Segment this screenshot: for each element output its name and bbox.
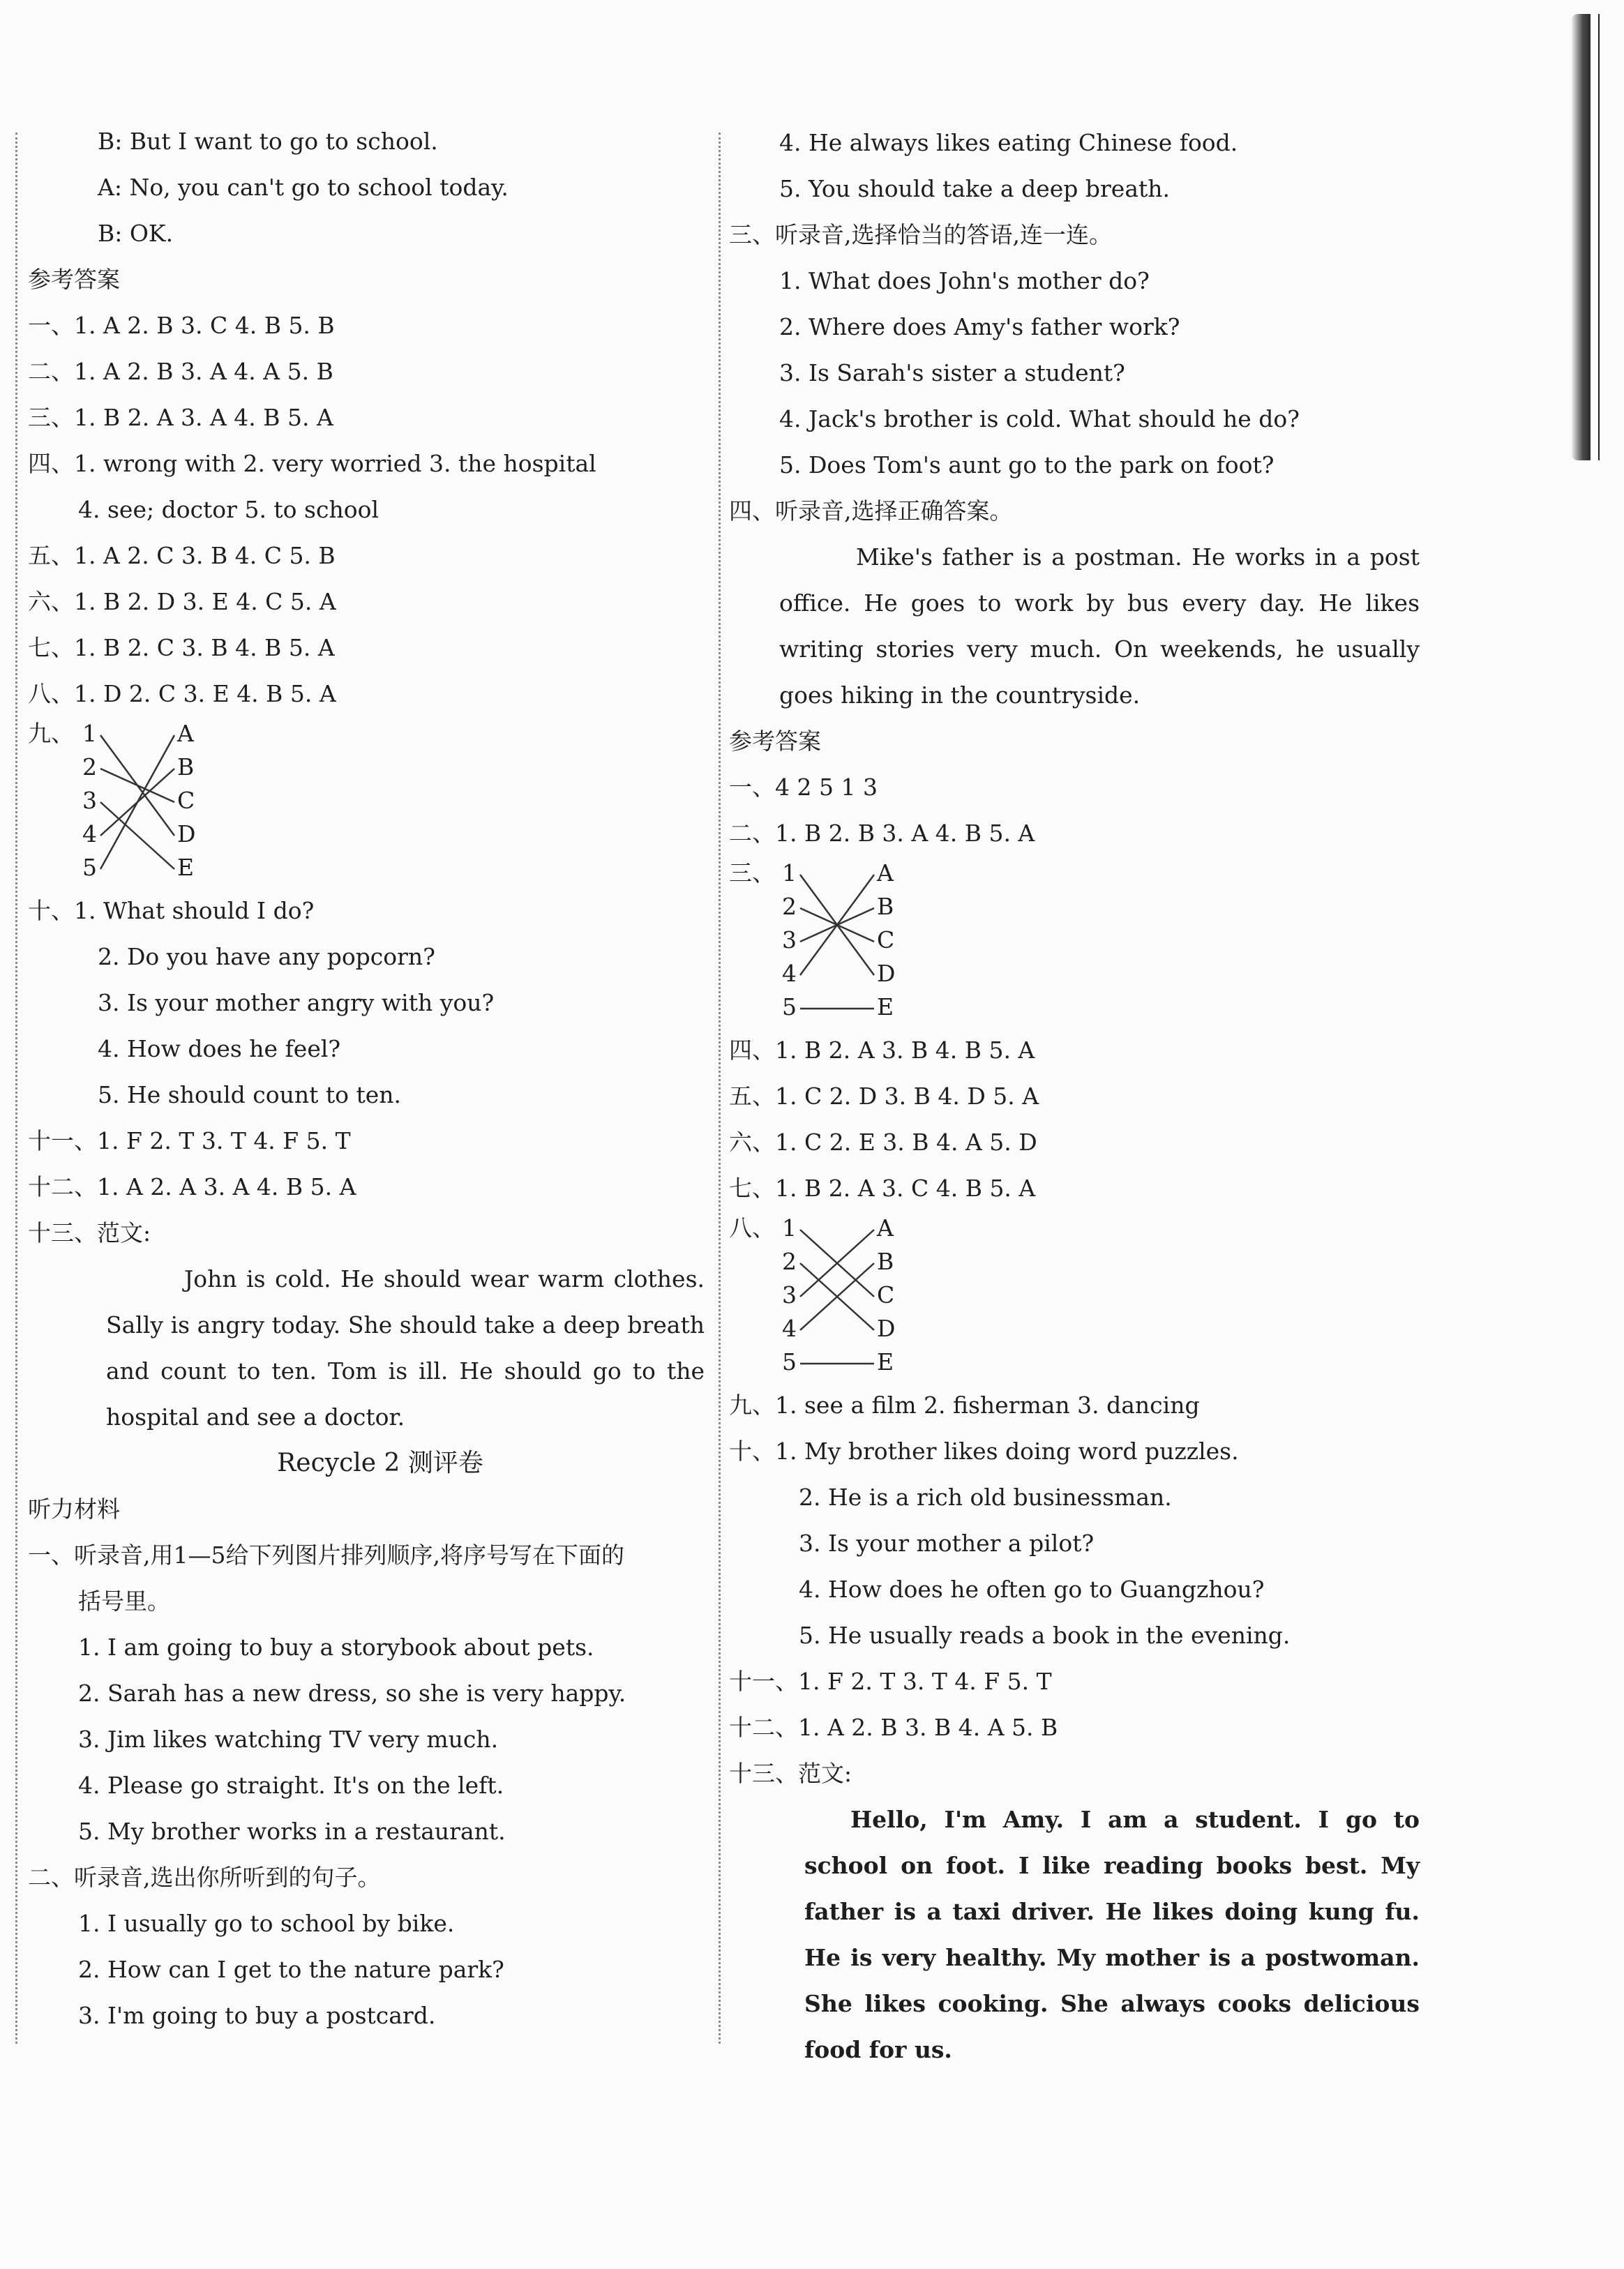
section-ten-first [28, 888, 705, 934]
answer-line: 三、1. B 2. A 3. A 4. B 5. A [28, 404, 333, 431]
dialog-line: B: OK. [98, 220, 174, 247]
listening-item: 3. Is Sarah's sister a student? [779, 359, 1125, 386]
match-number: 1 [82, 720, 97, 747]
sentence: 3. Is your mother angry with you? [98, 989, 495, 1016]
match-line [100, 735, 174, 869]
match-number: 3 [782, 926, 797, 953]
answer-line: 九、1. see a film 2. fisherman 3. dancing [729, 1392, 1200, 1419]
sentence: 5. He usually reads a book in the evening. [799, 1622, 1291, 1649]
dialog-line: B: But I want to go to school. [98, 128, 438, 155]
page-edge-line [1598, 14, 1600, 460]
answer-line: 二、1. A 2. B 3. A 4. A 5. B [28, 358, 333, 385]
listening-item: 5. You should take a deep breath. [779, 175, 1171, 202]
instruction: 四、听录音,选择正确答案。 [729, 497, 1013, 525]
match-letter: C [177, 787, 195, 814]
match-number: 5 [782, 993, 797, 1020]
section-prefix: 十三、范文: [28, 1219, 151, 1246]
section-prefix: 十、 [729, 1438, 775, 1465]
instruction: 三、听录音,选择恰当的答语,连一连。 [729, 221, 1112, 248]
matching-diagram-8 [729, 1212, 1420, 1382]
listening-item: 1. I usually go to school by bike. [78, 1910, 455, 1937]
section-prefix: 十、 [28, 897, 74, 924]
section-ten-first [729, 1429, 1420, 1475]
answer-line: 十一、1. F 2. T 3. T 4. F 5. T [28, 1127, 351, 1154]
listening-item: 3. Jim likes watching TV very much. [78, 1726, 499, 1753]
listening-item: 2. How can I get to the nature park? [78, 1956, 504, 1983]
right-column [729, 120, 1420, 2073]
sentence: 4. How does he often go to Guangzhou? [799, 1576, 1265, 1603]
recycle-title: Recycle 2 测评卷 [277, 1449, 483, 1477]
answer-line: 六、1. B 2. D 3. E 4. C 5. A [28, 588, 336, 615]
column-divider [719, 133, 721, 2044]
listening-item: 3. I'm going to buy a postcard. [78, 2002, 436, 2029]
answer-line: 4. see; doctor 5. to school [78, 496, 379, 523]
match-number: 1 [782, 1214, 797, 1242]
match-number: 3 [82, 787, 97, 814]
answer-line: 二、1. B 2. B 3. A 4. B 5. A [729, 820, 1035, 847]
answer-line: 六、1. C 2. E 3. B 4. A 5. D [729, 1129, 1037, 1156]
match-letter: B [877, 893, 894, 920]
listening-item: 4. He always likes eating Chinese food. [779, 129, 1238, 156]
listening-passage: Mike's father is a postman. He works in a post office. He goes to work by bus every day. He likes writing stories very much. On weekends, he usually goes hiking in the countryside. [779, 543, 1420, 709]
match-letter: E [877, 1348, 894, 1375]
answer-line: 十二、1. A 2. A 3. A 4. B 5. A [28, 1173, 356, 1200]
section-prefix: 十三、范文: [729, 1760, 852, 1787]
match-lines [28, 717, 209, 888]
sentence: 2. He is a rich old businessman. [799, 1484, 1172, 1511]
match-letter: A [177, 720, 194, 747]
answers-heading: 参考答案 [729, 728, 821, 755]
answers-heading: 参考答案 [28, 266, 120, 293]
match-letter: E [877, 993, 894, 1020]
match-letter: B [877, 1248, 894, 1275]
match-prefix: 九、 [28, 720, 74, 747]
answer-line: 七、1. B 2. C 3. B 4. B 5. A [28, 634, 335, 661]
answer-line: 七、1. B 2. A 3. C 4. B 5. A [729, 1175, 1036, 1202]
instruction: 二、听录音,选出你所听到的句子。 [28, 1864, 381, 1891]
answer-line: 一、1. A 2. B 3. C 4. B 5. B [28, 312, 335, 339]
answer-line: 十二、1. A 2. B 3. B 4. A 5. B [729, 1714, 1058, 1741]
match-number: 5 [82, 854, 97, 881]
match-number: 2 [782, 893, 797, 920]
match-number: 2 [782, 1248, 797, 1275]
listening-item: 2. Where does Amy's father work? [779, 313, 1180, 340]
match-prefix: 三、 [729, 859, 775, 887]
match-number: 4 [782, 1315, 797, 1342]
answer-line: 四、1. wrong with 2. very worried 3. the hospital [28, 450, 596, 477]
listening-item: 1. I am going to buy a storybook about pets. [78, 1634, 594, 1661]
instruction: 一、听录音,用1—5给下列图片排列顺序,将序号写在下面的 [28, 1541, 624, 1569]
match-number: 4 [82, 820, 97, 847]
match-lines [729, 857, 910, 1027]
answer-line: 八、1. D 2. C 3. E 4. B 5. A [28, 680, 336, 707]
match-number: 4 [782, 960, 797, 987]
answer-line: 一、4 2 5 1 3 [729, 774, 878, 801]
match-letter: A [877, 859, 894, 887]
sentence: 5. He should count to ten. [98, 1081, 402, 1108]
answer-line: 十一、1. F 2. T 3. T 4. F 5. T [729, 1668, 1052, 1695]
match-number: 3 [782, 1281, 797, 1309]
sentence: 3. Is your mother a pilot? [799, 1530, 1095, 1557]
model-essay: John is cold. He should wear warm clothes. Sally is angry today. She should take a deep breath and count to ten. Tom is ill. He should go to the hospital and see a doctor. [106, 1265, 705, 1431]
model-essay: Hello, I'm Amy. I am a student. I go to school on foot. I like reading books best. My father is a taxi driver. He likes doing kung fu. He is very healthy. My mother is a postwoman. She likes cooking. She always cooks delicious food for us. [804, 1806, 1420, 2063]
match-prefix: 八、 [729, 1214, 775, 1242]
column-divider [15, 133, 17, 2044]
listening-item: 5. My brother works in a restaurant. [78, 1818, 506, 1845]
listening-item: 2. Sarah has a new dress, so she is very happy. [78, 1680, 626, 1707]
match-letter: D [877, 960, 896, 987]
listening-item: 5. Does Tom's aunt go to the park on foot? [779, 451, 1275, 478]
matching-diagram-3 [729, 857, 1420, 1027]
dialog-line: A: No, you can't go to school today. [98, 174, 509, 201]
match-number: 1 [782, 859, 797, 887]
answer-line: 五、1. C 2. D 3. B 4. D 5. A [729, 1083, 1039, 1110]
sentence: 1. What should I do? [74, 897, 315, 924]
sentence: 1. My brother likes doing word puzzles. [775, 1438, 1239, 1465]
match-number: 5 [782, 1348, 797, 1375]
match-letter: B [177, 753, 195, 781]
match-letter: C [877, 1281, 895, 1309]
left-column [28, 119, 705, 2039]
answer-line: 四、1. B 2. A 3. B 4. B 5. A [729, 1036, 1035, 1064]
match-letter: E [177, 854, 195, 881]
instruction-cont: 括号里。 [78, 1588, 170, 1615]
match-lines [729, 1212, 910, 1382]
sentence: 4. How does he feel? [98, 1035, 341, 1062]
answer-line: 五、1. A 2. C 3. B 4. C 5. B [28, 542, 336, 569]
page-edge-shadow [1571, 14, 1591, 460]
match-letter: A [877, 1214, 894, 1242]
match-line [100, 769, 174, 802]
match-letter: D [177, 820, 196, 847]
sentence: 2. Do you have any popcorn? [98, 943, 435, 970]
listening-item: 1. What does John's mother do? [779, 267, 1150, 294]
match-number: 2 [82, 753, 97, 781]
match-line [100, 802, 174, 869]
listening-item: 4. Please go straight. It's on the left. [78, 1772, 504, 1799]
listening-heading: 听力材料 [28, 1495, 120, 1523]
matching-diagram-9 [28, 717, 705, 888]
match-letter: D [877, 1315, 896, 1342]
listening-item: 4. Jack's brother is cold. What should he do? [779, 405, 1300, 432]
match-letter: C [877, 926, 895, 953]
